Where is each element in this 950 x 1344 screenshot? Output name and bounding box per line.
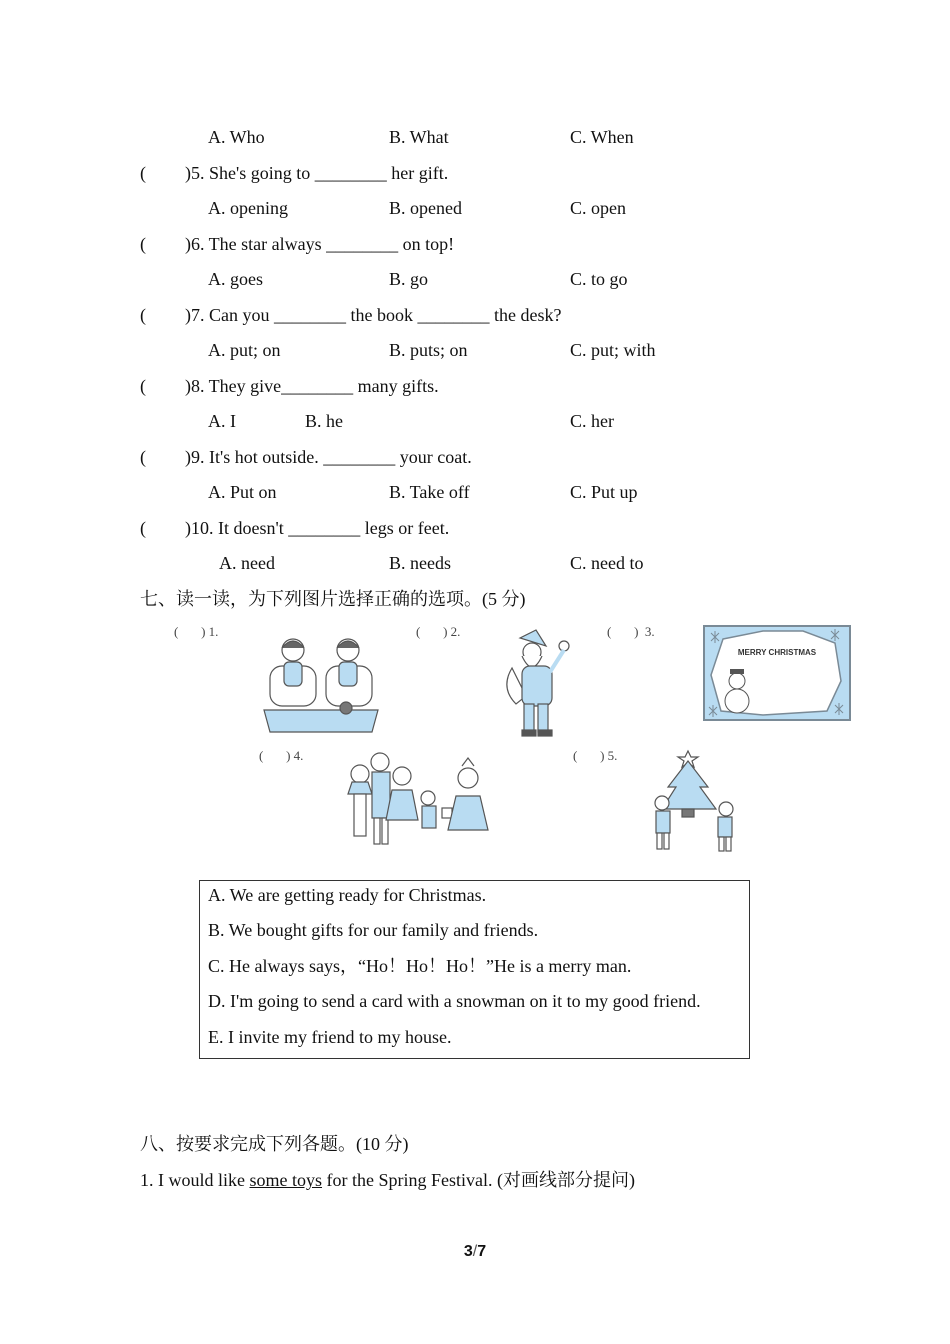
q10-option-a: A. need — [219, 553, 275, 573]
page-separator: / — [472, 1243, 478, 1260]
q8-paren: ( — [140, 376, 146, 396]
q1-underlined-phrase: some toys — [249, 1170, 323, 1190]
q10-paren: ( — [140, 518, 146, 538]
q9-option-a: A. Put on — [208, 482, 277, 502]
picture-1-girls-at-home — [260, 628, 382, 738]
pic-label-4: ( ) 4. — [259, 748, 304, 763]
q5-option-b: B. opened — [389, 198, 462, 218]
q6-option-b: B. go — [389, 269, 429, 289]
q7-option-a: A. put; on — [208, 340, 281, 360]
pic-label-5: ( ) 5. — [573, 748, 618, 763]
choice-e: E. I invite my friend to my house. — [208, 1027, 452, 1047]
q9-option-c: C. Put up — [570, 482, 638, 502]
q6-option-c: C. to go — [570, 269, 628, 289]
page-number — [0, 1243, 950, 1261]
picture-2-santa — [498, 628, 572, 740]
q4-option-b: B. What — [389, 127, 449, 147]
page-current: 3 — [463, 1243, 473, 1260]
q1-suffix: for the Spring Festival. (对画线部分提问) — [322, 1170, 635, 1190]
q1-prefix: 1. I would like — [140, 1170, 250, 1190]
q5-option-c: C. open — [570, 198, 626, 218]
picture-4-family-gifts — [340, 750, 496, 854]
q7-option-c: C. put; with — [570, 340, 656, 360]
choices-box — [199, 880, 750, 1059]
q7-stem: )7. Can you ________ the book ________ the desk? — [185, 305, 562, 325]
q4-option-c: C. When — [570, 127, 634, 147]
q7-paren: ( — [140, 305, 146, 325]
q10-option-b: B. needs — [389, 553, 451, 573]
q4-option-a: A. Who — [208, 127, 265, 147]
q9-paren: ( — [140, 447, 146, 467]
q5-paren: ( — [140, 163, 146, 183]
section8-q1 — [140, 1169, 635, 1191]
q8-option-b: B. he — [305, 411, 343, 431]
q8-option-a: A. I — [208, 411, 236, 431]
choice-a: A. We are getting ready for Christmas. — [208, 885, 487, 905]
choice-c: C. He always says，“Ho！Ho！Ho！”He is a merry man. — [208, 956, 632, 976]
pic-label-2: ( ) 2. — [416, 624, 461, 639]
q9-stem: )9. It's hot outside. ________ your coat. — [185, 447, 472, 467]
q5-option-a: A. opening — [208, 198, 288, 218]
q8-option-c: C. her — [570, 411, 614, 431]
q7-option-b: B. puts; on — [389, 340, 468, 360]
picture-3-christmas-card — [703, 625, 851, 721]
q10-stem: )10. It doesn't ________ legs or feet. — [185, 518, 450, 538]
q5-stem: )5. She's going to ________ her gift. — [185, 163, 449, 183]
q6-stem: )6. The star always ________ on top! — [185, 234, 455, 254]
choice-d: D. I'm going to send a card with a snowman on it to my good friend. — [208, 991, 701, 1011]
q8-stem: )8. They give________ many gifts. — [185, 376, 439, 396]
q6-option-a: A. goes — [208, 269, 263, 289]
card-greeting-text: MERRY CHRISTMAS — [737, 648, 817, 657]
pic-label-1: ( ) 1. — [174, 624, 219, 639]
q9-option-b: B. Take off — [389, 482, 470, 502]
choice-b: B. We bought gifts for our family and friends. — [208, 920, 539, 940]
picture-5-christmas-tree — [648, 747, 740, 855]
section8-heading: 八、按要求完成下列各题。(10 分) — [140, 1134, 409, 1154]
pic-label-3: ( ) 3. — [607, 624, 655, 639]
q6-paren: ( — [140, 234, 146, 254]
q10-option-c: C. need to — [570, 553, 644, 573]
page-total: 7 — [477, 1243, 487, 1260]
section7-heading: 七、读一读，为下列图片选择正确的选项。(5 分) — [140, 589, 526, 609]
